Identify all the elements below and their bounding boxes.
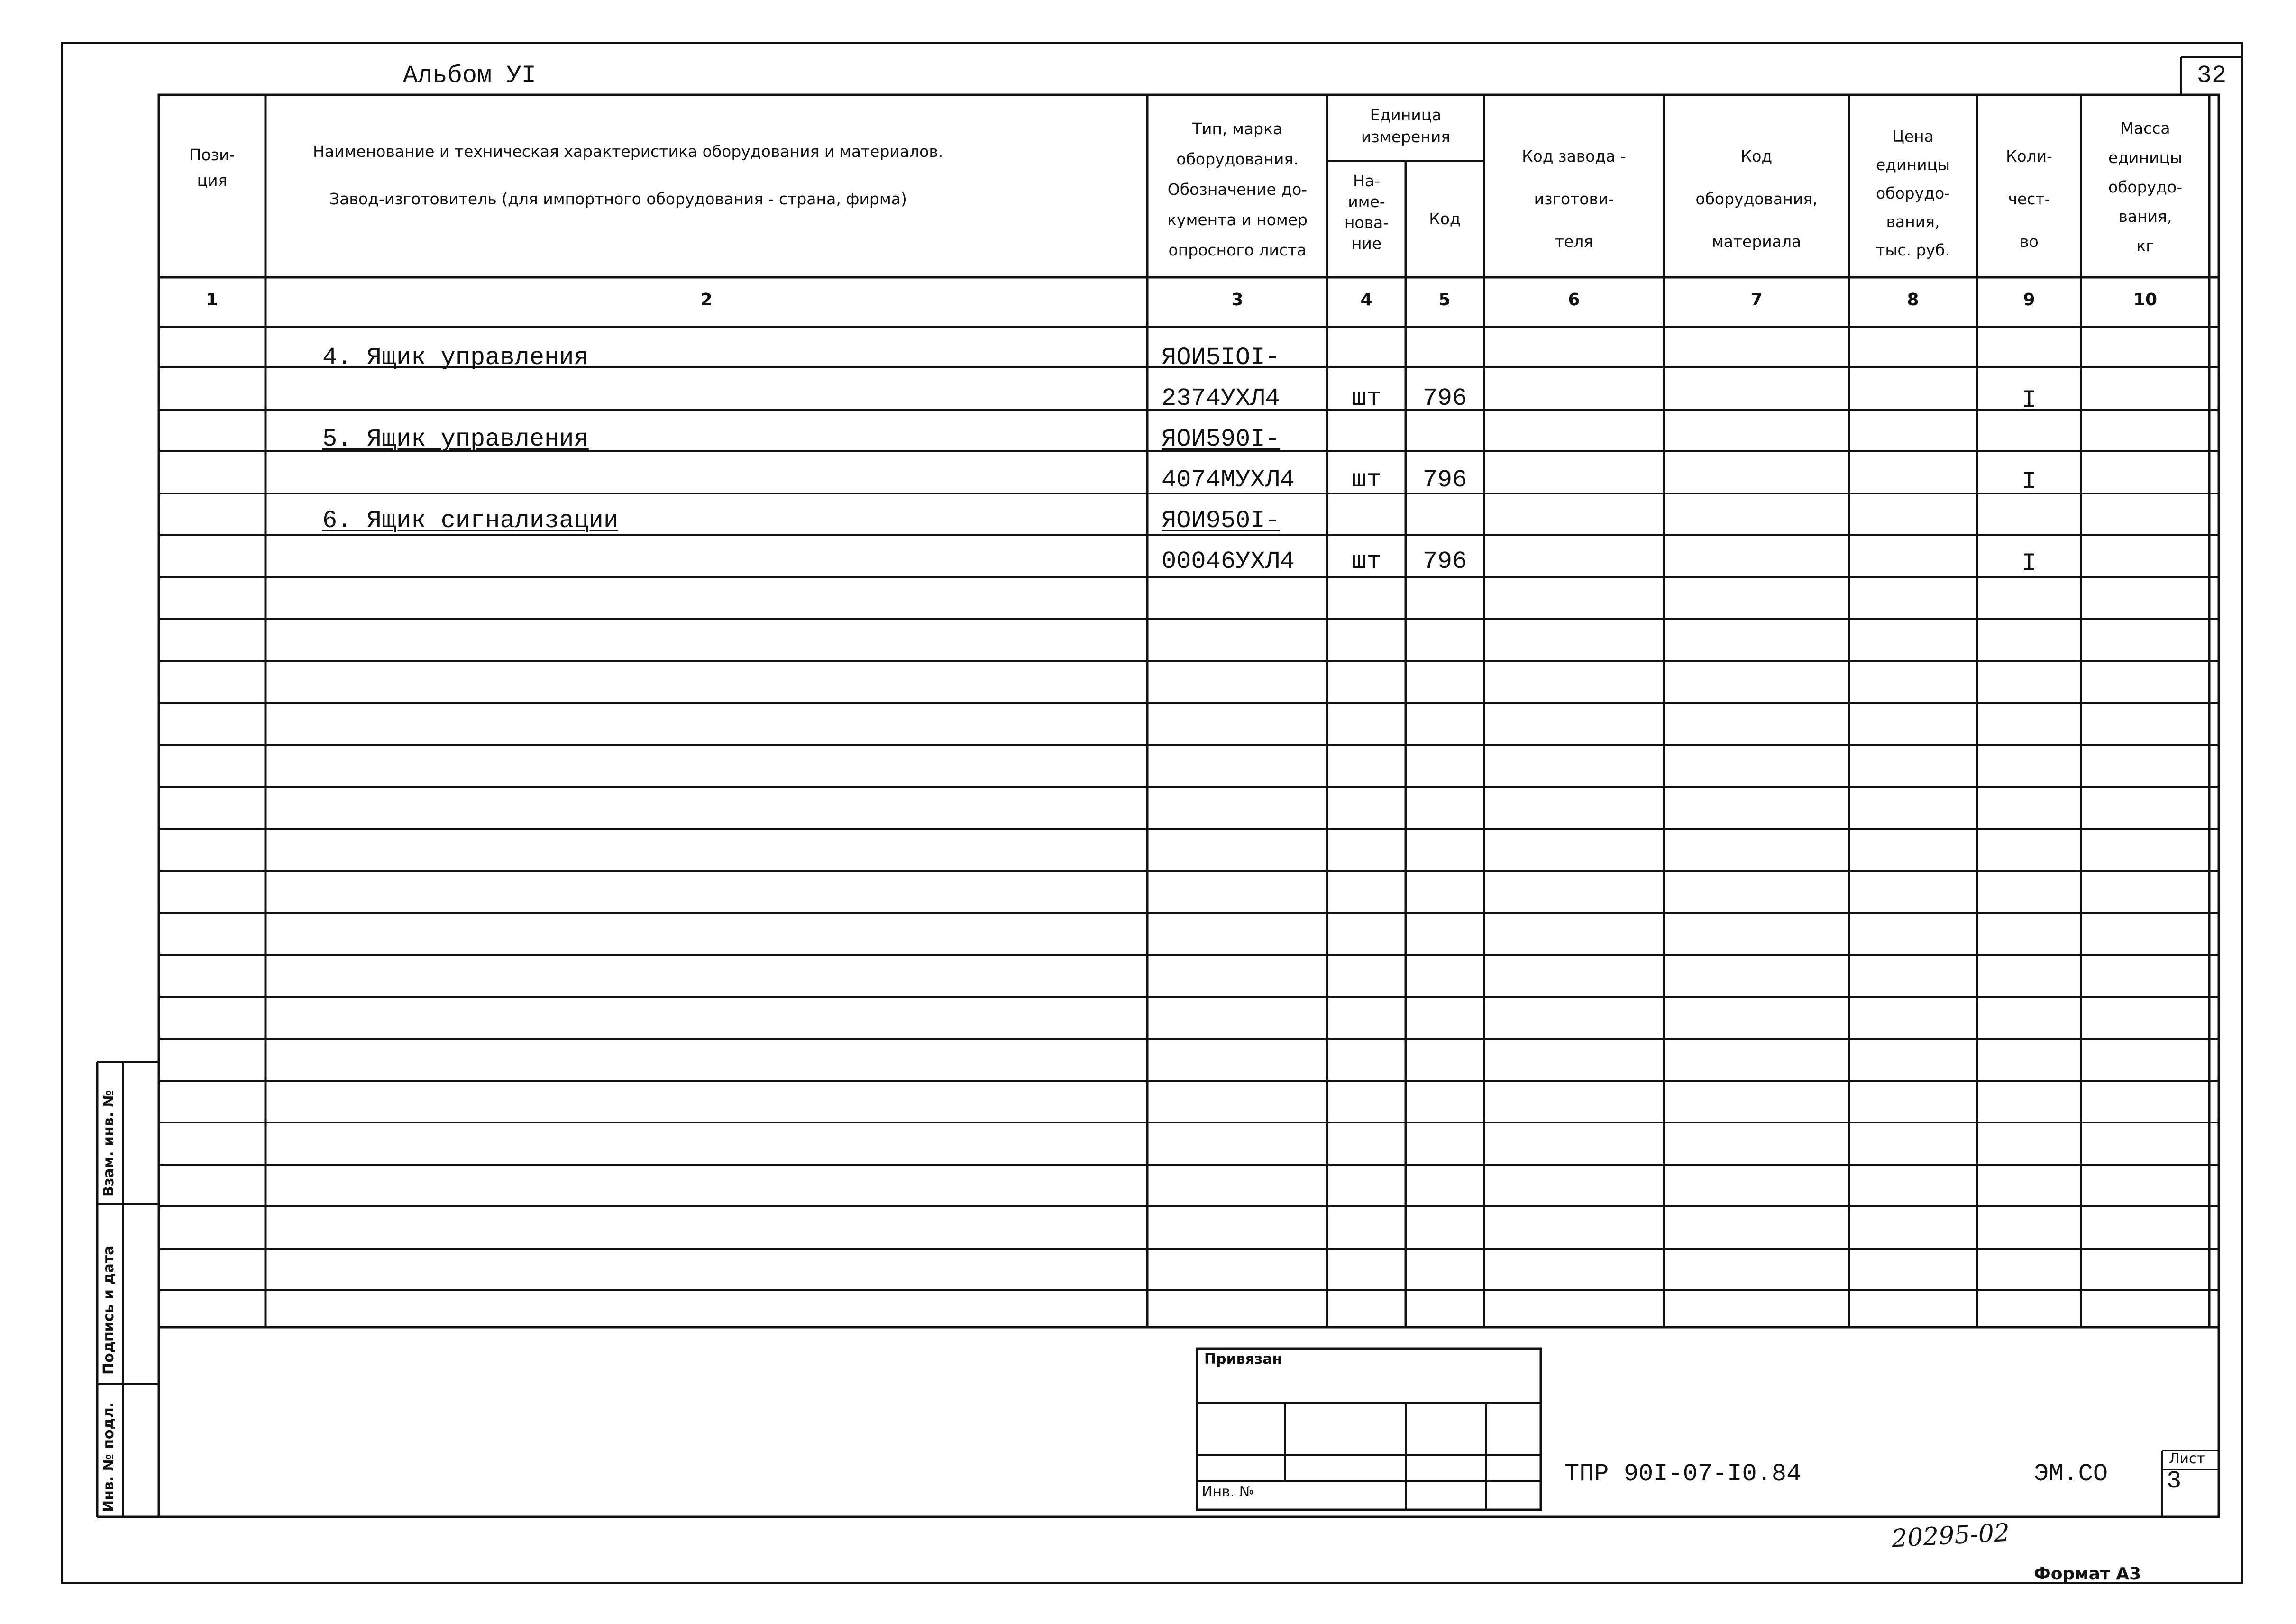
row-type-line1: ЯОИ950I- (1162, 507, 1280, 535)
column-number-9: 9 (2023, 290, 2035, 310)
row-unit-code: 796 (1422, 384, 1467, 412)
row-type-line1: ЯОИ5IOI- (1162, 344, 1280, 372)
header-equipment-code: Код оборудования, материала (1695, 147, 1818, 251)
row-type-line2: 4074МУХЛ4 (1162, 466, 1295, 494)
row-unit: шт (1352, 384, 1381, 412)
row-type-line2: 2374УХЛ4 (1162, 384, 1280, 412)
column-number-2: 2 (700, 290, 713, 310)
column-number-5: 5 (1438, 290, 1451, 310)
row-quantity: I (2022, 468, 2037, 496)
header-price: Цена единицы оборудо- вания, тыс. руб. (1875, 127, 1950, 259)
sheet-number: 3 (2167, 1467, 2182, 1495)
column-number-3: 3 (1231, 290, 1244, 310)
row-name: 6. Ящик сигнализации (322, 507, 619, 535)
header-quantity: Коли- чест- во (2005, 147, 2053, 251)
column-number-7: 7 (1750, 290, 1763, 310)
row-quantity: I (2022, 386, 2037, 414)
row-unit-code: 796 (1422, 547, 1467, 575)
handwritten-number: 20295-02 (1891, 1518, 2011, 1553)
sheet-label: Лист (2169, 1451, 2205, 1467)
header-type: Тип, марка оборудования. Обозначение до- кумента и номер опросного листа (1167, 119, 1308, 259)
document-designation: ТПР 90I-07-I0.84 (1564, 1460, 1802, 1488)
header-unit-code: Код (1429, 210, 1461, 228)
stamp-inv-no: Инв. № (1202, 1484, 1254, 1500)
header-position: Пози- ция (189, 146, 235, 190)
header-unit: Единица измерения (1361, 106, 1451, 146)
row-unit-code: 796 (1422, 466, 1467, 494)
header-factory-code: Код завода - изготови- теля (1522, 147, 1626, 251)
row-quantity: I (2022, 549, 2037, 577)
row-unit: шт (1352, 466, 1381, 494)
side-label-inv-podl: Инв. № подл. (101, 1402, 117, 1512)
row-name: 5. Ящик управления (322, 425, 589, 453)
column-number-4: 4 (1360, 290, 1372, 310)
column-number-1: 1 (206, 290, 218, 310)
row-name: 4. Ящик управления (322, 344, 589, 372)
header-name-line2: Завод-изготовитель (для импортного оборудования - страна, фирма) (329, 190, 907, 208)
stamp-privyazan: Привязан (1204, 1351, 1282, 1368)
format-label: Формат А3 (2034, 1564, 2141, 1584)
side-label-vzam: Взам. инв. № (101, 1090, 117, 1197)
row-type-line2: 00046УХЛ4 (1162, 547, 1295, 575)
page-number: 32 (2196, 62, 2227, 90)
row-type-line1: ЯОИ590I- (1162, 425, 1280, 453)
row-unit: шт (1352, 547, 1381, 575)
side-label-podpis: Подпись и дата (101, 1245, 117, 1375)
document-code: ЭМ.СО (2034, 1460, 2108, 1488)
header-mass: Масса единицы оборудо- вания, кг (2108, 119, 2183, 255)
column-number-8: 8 (1907, 290, 1919, 310)
column-number-10: 10 (2133, 290, 2158, 310)
header-name-line1: Наименование и техническая характеристика оборудования и материалов. (313, 142, 943, 161)
album-title: Альбом УI (403, 62, 536, 90)
column-number-6: 6 (1568, 290, 1580, 310)
header-unit-name: На- име- нова- ние (1344, 172, 1389, 253)
